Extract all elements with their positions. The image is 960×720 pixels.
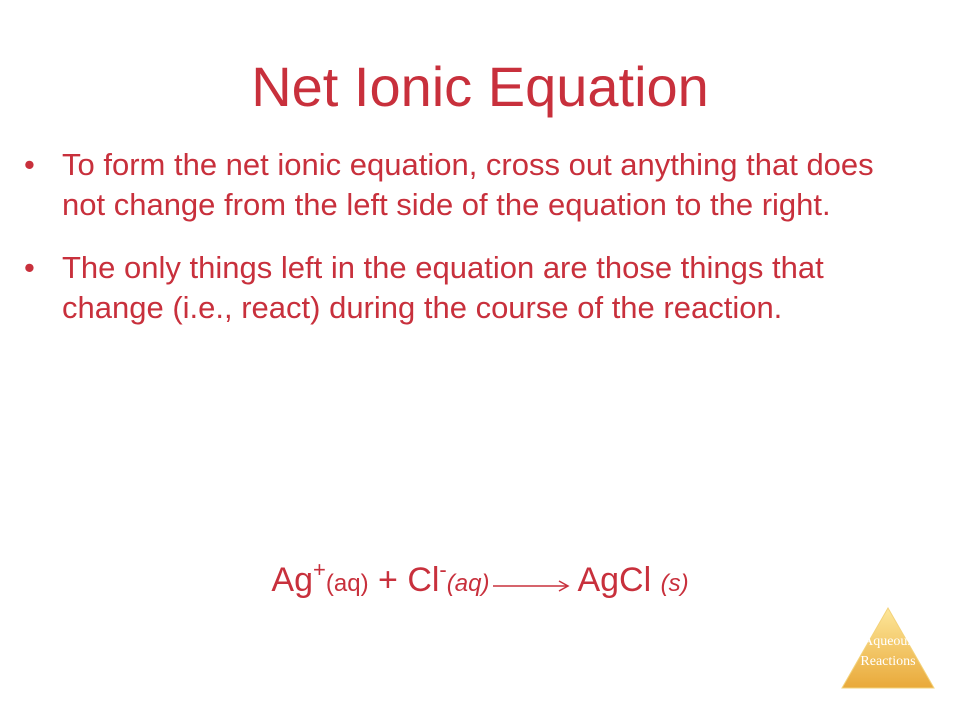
plus-sign: +: [368, 561, 408, 599]
badge-label-line1: Aqueous: [863, 634, 913, 649]
reactant-chloride: Cl: [407, 561, 440, 599]
chloride-state: (aq): [446, 570, 490, 597]
chloride-charge: -: [439, 557, 447, 582]
bullet-icon: •: [24, 147, 35, 182]
bullet-item: [24, 145, 924, 225]
product-silver-chloride: AgCl: [577, 561, 652, 599]
bullet-list: [24, 145, 924, 351]
bullet-text: To form the net ionic equation, cross out anything that does not change from the left side of the equation to the right.: [62, 147, 874, 222]
silver-state: (aq): [325, 570, 369, 597]
reactant-silver: Ag: [271, 561, 314, 599]
bullet-text: The only things left in the equation are those things that change (i.e., react) during the course of the reaction.: [62, 250, 824, 325]
badge-label: [840, 632, 936, 672]
aqueous-reactions-badge[interactable]: [840, 606, 936, 690]
reaction-arrow-icon: [491, 557, 571, 607]
bullet-item: [24, 248, 924, 328]
bullet-icon: •: [24, 250, 35, 285]
slide-title: Net Ionic Equation: [251, 55, 709, 118]
badge-label-line2: Reactions: [860, 654, 916, 669]
product-state: (s): [660, 570, 689, 597]
net-ionic-equation: [0, 555, 960, 609]
silver-charge: +: [313, 557, 326, 582]
